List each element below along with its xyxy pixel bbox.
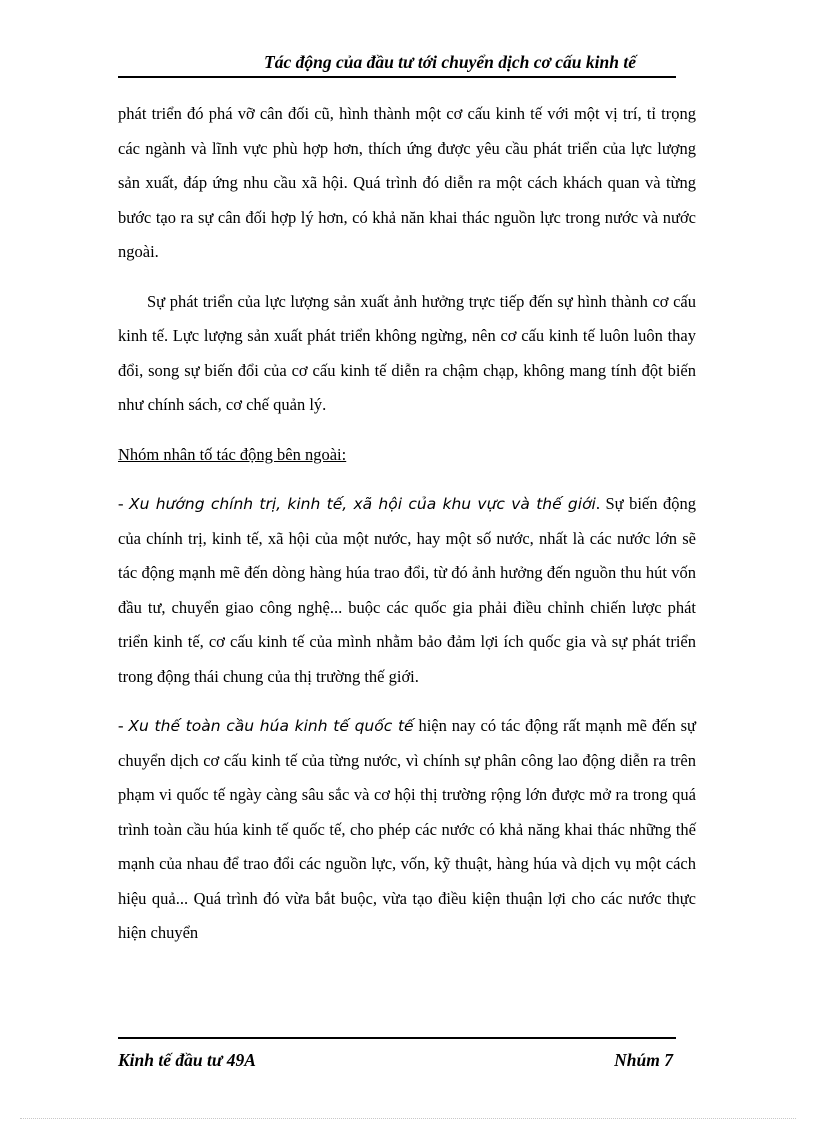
footer-divider: [118, 1037, 676, 1039]
paragraph-1: phát triển đó phá vỡ cân đối cũ, hình thành một cơ cấu kinh tế với một vị trí, tỉ trọng các ngành và lĩnh vực phù hợp hơn, thích ứng được yêu cầu phát triển của lực lượng sản xuất, đáp ứng nhu cầu xã hội. Quá trình đó diễn ra một cách khách quan và từng bước tạo ra sự cân đối hợp lý hơn, có khả năn khai thác nguồn lực trong nước và nước ngoài.: [118, 104, 696, 261]
document-body: [118, 97, 696, 951]
footer-page-label: Nhúm 7: [614, 1050, 673, 1070]
paragraph-4: [118, 709, 696, 951]
paragraph-4-rest: hiện nay có tác động rất mạnh mẽ đến sự chuyển dịch cơ cấu kinh tế của từng nước, vì chính sự phân công lao động diễn ra trên phạm vi quốc tế ngày càng sâu sắc và cơ hội thị trường rộng lớn được mở ra trong quá trình toàn cầu húa kinh tế quốc tế, cho phép các nước có khả năng khai thác những thế mạnh của nhau để trao đổi các nguồn lực, vốn, kỹ thuật, hàng húa và dịch vụ một cách hiệu quả... Quá trình đó vừa bắt buộc, vừa tạo điều kiện thuận lợi cho các nước thực hiện chuyển: [118, 716, 696, 942]
paragraph-3: [118, 487, 696, 694]
section-heading-text: Nhóm nhân tố tác động bên ngoài:: [118, 444, 347, 464]
footer-left-text: Kinh tế đầu tư 49A: [118, 1050, 256, 1070]
paragraph-4-prefix: -: [118, 716, 129, 735]
page-header-title: Tác động của đầu tư tới chuyển dịch cơ cấu kinh tế: [264, 52, 636, 72]
header-divider: [118, 76, 676, 78]
paragraph-4-italic: Xu thế toàn cầu húa kinh tế quốc tế: [128, 717, 414, 735]
paragraph-3-rest: . Sự biến động của chính trị, kinh tế, xã hội của một nước, hay một số nước, nhất là các nước lớn sẽ tác động mạnh mẽ đến dòng hàng húa trao đổi, từ đó ảnh hưởng đến nguồn thu hút vốn đầu tư, chuyển giao công nghệ... buộc các quốc gia phải điều chỉnh chiến lược phát triển kinh tế, cơ cấu kinh tế của mình nhằm bảo đảm lợi ích quốc gia và sự phát triển trong động thái chung của thị trường thế giới.: [118, 494, 696, 686]
paragraph-2: Sự phát triển của lực lượng sản xuất ảnh hưởng trực tiếp đến sự hình thành cơ cấu kinh tế. Lực lượng sản xuất phát triển không ngừng, nên cơ cấu kinh tế luôn luôn thay đổi, song sự biến đổi của cơ cấu kinh tế diễn ra chậm chạp, không mang tính đột biến như chính sách, cơ chế quản lý.: [118, 291, 696, 414]
page-bottom-edge: [20, 1118, 796, 1119]
paragraph-3-italic: Xu hướng chính trị, kinh tế, xã hội của khu vực và thế giới: [129, 495, 596, 513]
paragraph-3-prefix: -: [118, 494, 129, 513]
section-heading: [118, 438, 696, 473]
